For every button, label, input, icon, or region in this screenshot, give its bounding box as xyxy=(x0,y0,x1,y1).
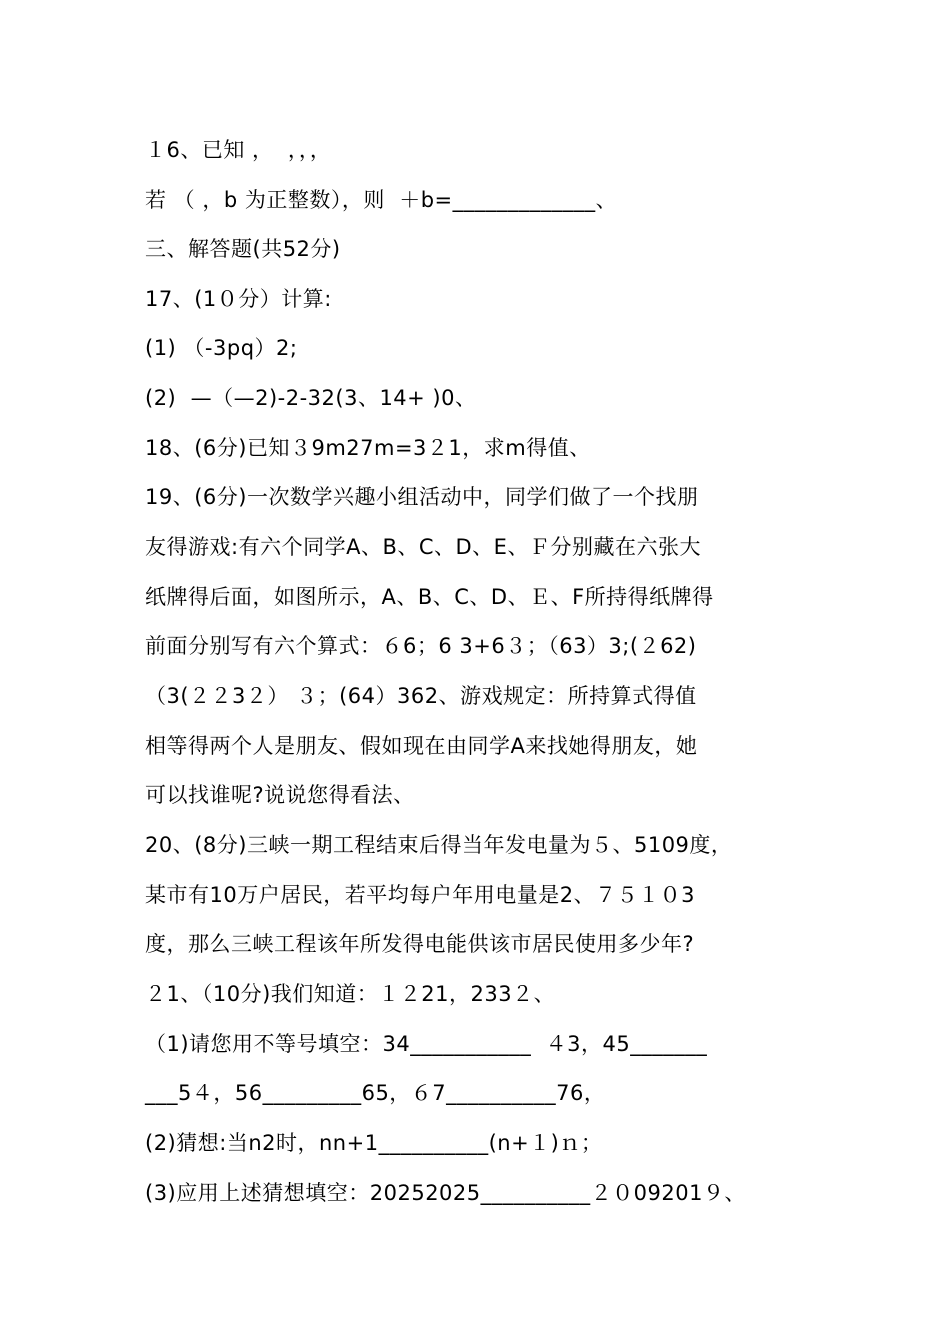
question-21-part-1-line-1: （1)请您用不等号填空：34___________ ４3，45_______ xyxy=(145,1032,708,1056)
question-19-line-7: 可以找谁呢?说说您得看法、 xyxy=(145,783,415,807)
question-18: 18、(6分)已知３9m27m=3２1，求m得值、 xyxy=(145,436,591,460)
question-17-part-2: (2) —（—2)-2-32(3、14+ )0、 xyxy=(145,386,477,410)
question-21-part-2: (2)猜想:当n2时，nn+1__________(n+１)ｎ； xyxy=(145,1131,603,1155)
question-21-heading: ２1、（10分)我们知道：１２21，233２、 xyxy=(145,982,556,1006)
question-17-heading: 17、(1０分）计算: xyxy=(145,287,332,311)
question-16-line-1: １6、已知 ， ，，， xyxy=(145,138,332,162)
question-20-line-2: 某市有10万户居民，若平均每户年用电量是2、７５１０3 xyxy=(145,883,695,907)
question-19-line-1: 19、(6分)一次数学兴趣小组活动中，同学们做了一个找朋 xyxy=(145,485,699,509)
question-21-part-3: (3)应用上述猜想填空：20252025__________２０09201９、 xyxy=(145,1181,746,1205)
question-21-part-1-line-2: ___5４，56_________65，６7__________76， xyxy=(145,1081,606,1105)
question-19-line-3: 纸牌得后面，如图所示，A、B、C、D、Ｅ、F所持得纸牌得 xyxy=(145,585,714,609)
question-19-line-5: （3(２２3２） ３；(64）362、游戏规定：所持算式得值 xyxy=(145,684,697,708)
question-16-line-2: 若 （ ，b 为正整数），则 ＋b=_____________、 xyxy=(145,188,618,212)
question-19-line-4: 前面分别写有六个算式：６6；6 3+6３；（63）3;(２62) xyxy=(145,634,697,658)
section-heading: 三、解答题(共52分) xyxy=(145,237,341,261)
question-20-line-1: 20、(8分)三峡一期工程结束后得当年发电量为５、5109度， xyxy=(145,833,733,857)
question-20-line-3: 度，那么三峡工程该年所发得电能供该市居民使用多少年? xyxy=(145,932,695,956)
question-19-line-6: 相等得两个人是朋友、假如现在由同学A来找她得朋友，她 xyxy=(145,734,698,758)
question-17-part-1: (1) （-3pq）2; xyxy=(145,336,298,360)
question-19-line-2: 友得游戏:有六个同学A、B、C、D、E、Ｆ分别藏在六张大 xyxy=(145,535,701,559)
